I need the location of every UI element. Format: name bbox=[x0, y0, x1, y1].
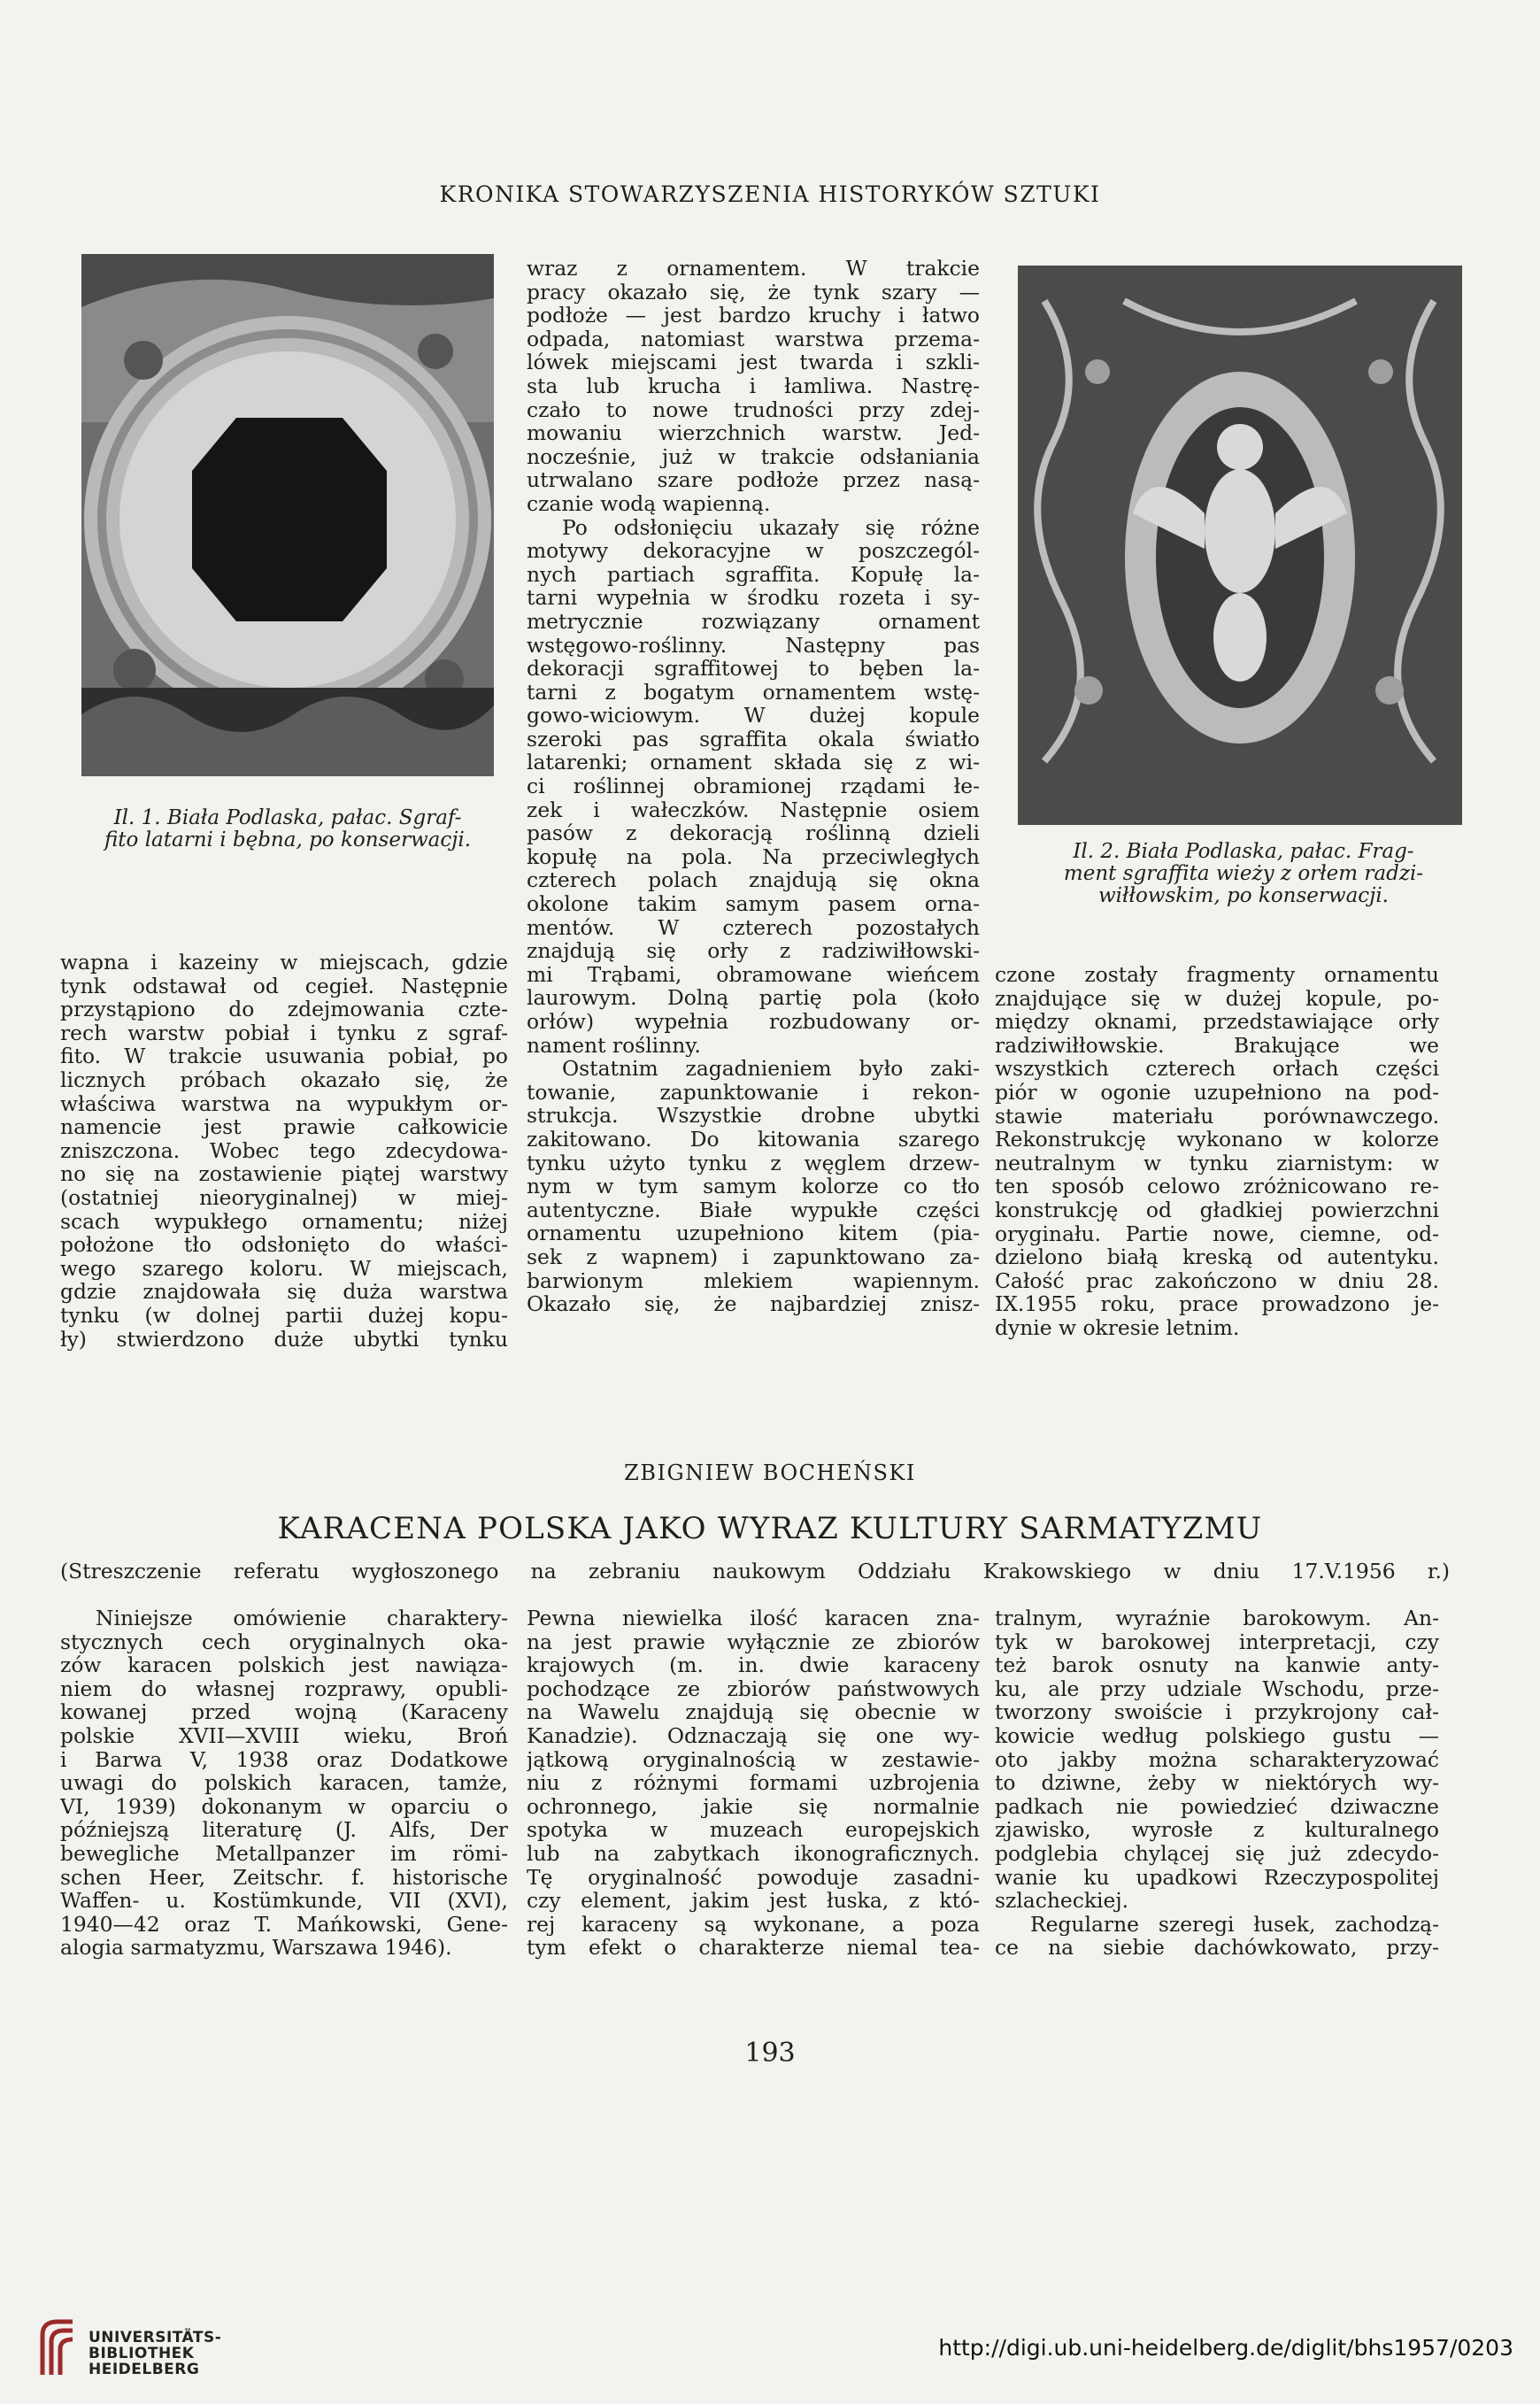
text-line: jątkową oryginalnością w zestawie- bbox=[527, 1747, 980, 1772]
text-line: strukcja. Wszystkie drobne ubytki bbox=[527, 1104, 980, 1128]
figure-1-caption bbox=[35, 807, 540, 851]
text-line: padkach nie powiedzieć dziwaczne bbox=[995, 1794, 1439, 1819]
text-line: oto jakby można scharakteryzować bbox=[995, 1747, 1439, 1772]
text-line: położone tło odsłonięto do właści- bbox=[60, 1233, 508, 1257]
text-line: ce na siebie dachówkowato, przy- bbox=[995, 1936, 1439, 1960]
text-line: też barok osnuty na kanwie anty- bbox=[995, 1653, 1439, 1677]
text-line: nym w tym samym kolorze co tło bbox=[527, 1175, 980, 1198]
text-line: czone zostały fragmenty ornamentu bbox=[995, 963, 1439, 987]
paragraph bbox=[527, 1057, 980, 1316]
text-line: tym efekt o charakterze niemal tea- bbox=[527, 1936, 980, 1960]
paragraph bbox=[995, 1913, 1439, 1960]
text-line: piór w ogonie uzupełniono na pod- bbox=[995, 1080, 1439, 1105]
text-line: ten sposób celowo zróżnicowano re- bbox=[995, 1175, 1439, 1198]
text-line: krajowych (m. in. dwie karaceny bbox=[527, 1653, 980, 1677]
text-line: niu z różnymi formami uzbrojenia bbox=[527, 1771, 980, 1795]
text-line: dzielono białą kreską od autentyku. bbox=[995, 1245, 1439, 1269]
text-line: dynie w okresie letnim. bbox=[995, 1315, 1240, 1340]
text-line: to dziwne, żeby w niektórych wy- bbox=[995, 1771, 1439, 1795]
text-line: 1940—42 oraz T. Mańkowski, Gene- bbox=[60, 1912, 508, 1937]
text-line: neutralnym w tynku ziarnistym: w bbox=[995, 1151, 1439, 1175]
top-column-2 bbox=[527, 257, 980, 1316]
text-line: autentyczne. Białe wypukłe części bbox=[527, 1198, 980, 1222]
text-line: tynk odstawał od cegieł. Następnie bbox=[60, 974, 508, 998]
text-line: (ostatniej nieoryginalnej) w miej- bbox=[60, 1185, 508, 1210]
article-column-1 bbox=[60, 1607, 508, 1960]
text-line: tyk w barokowej interpretacji, czy bbox=[995, 1630, 1439, 1654]
text-line: ku, ale przy udziale Wschodu, prze- bbox=[995, 1676, 1439, 1701]
text-line: gowo-wiciowym. W dużej kopule bbox=[527, 704, 980, 728]
text-line: namencie jest prawie całkowicie bbox=[60, 1115, 508, 1139]
text-line: znajdujące się w dużej kopule, po- bbox=[995, 986, 1439, 1011]
text-line: VI, 1939) dokonanym w oparciu o bbox=[60, 1794, 508, 1819]
text-line: gdzie znajdowała się duża warstwa bbox=[60, 1280, 508, 1304]
text-line: orłów) wypełnia rozbudowany or- bbox=[527, 1010, 980, 1034]
article-subtitle: (Streszczenie referatu wygłoszonego na zebraniu naukowym Oddziału Krakowskiego w dniu 17.V.1956 r.) bbox=[60, 1559, 1450, 1583]
text-line: Całość prac zakończono w dniu 28. bbox=[995, 1268, 1439, 1293]
text-line: czy element, jakim jest łuska, z któ- bbox=[527, 1889, 980, 1913]
figure-2-caption bbox=[991, 841, 1496, 907]
text-line: radziwiłłowskie. Brakujące we bbox=[995, 1033, 1439, 1058]
text-line: ły) stwierdzono duże ubytki tynku bbox=[60, 1327, 508, 1352]
text-line: towanie, zapunktowanie i rekon- bbox=[527, 1080, 980, 1105]
text-line: pasów z dekoracją roślinną dzieli bbox=[527, 821, 980, 845]
sgraffito-lantern-image bbox=[81, 254, 494, 776]
text-line: kopułę na pola. Na przeciwległych bbox=[527, 844, 980, 869]
text-line: lub na zabytkach ikonograficznych. bbox=[527, 1841, 980, 1866]
text-line: Pewna niewielka ilość karacen zna- bbox=[527, 1607, 980, 1630]
text-line: zniszczona. Wobec tego zdecydowa- bbox=[60, 1138, 508, 1163]
text-line: znajdują się orły z radziwiłłowski- bbox=[527, 939, 980, 963]
text-line: zek i wałeczków. Następnie osiem bbox=[527, 797, 980, 822]
text-line: tynku (w dolnej partii dużej kopu- bbox=[60, 1303, 508, 1328]
text-line: kowanej przed wojną (Karaceny bbox=[60, 1700, 508, 1724]
logo-line: HEIDELBERG bbox=[89, 2361, 200, 2378]
library-logo-icon bbox=[35, 2317, 80, 2379]
article-title: KARACENA POLSKA JAKO WYRAZ KULTURY SARMATYZMU bbox=[277, 1511, 1263, 1546]
page-number: 193 bbox=[744, 2038, 796, 2069]
text-line: pracy okazało się, że tynk szary — bbox=[527, 280, 980, 304]
library-logo-text bbox=[89, 2330, 221, 2377]
text-line: szlacheckiej. bbox=[995, 1889, 1129, 1913]
text-line: tarni wypełnia w środku rozeta i sy- bbox=[527, 586, 980, 610]
caption-line: ment sgraffita wieży z orłem radzi- bbox=[1063, 862, 1424, 885]
text-line: szeroki pas sgraffita okala światło bbox=[527, 727, 980, 751]
text-line: czanie wodą wapienną. bbox=[527, 491, 771, 516]
text-line: Tę oryginalność powoduje zasadni- bbox=[527, 1865, 980, 1890]
text-line: między oknami, przedstawiające orły bbox=[995, 1010, 1439, 1034]
text-line: Waffen- u. Kostümkunde, VII (XVI), bbox=[60, 1889, 508, 1913]
logo-line: UNIVERSITÄTS- bbox=[89, 2329, 222, 2346]
text-line: podglebia chylącej się już zdecydo- bbox=[995, 1841, 1439, 1866]
text-line: rech warstw pobiał i tynku z sgraf- bbox=[60, 1021, 508, 1045]
text-line: dekoracji sgraffitowej to bęben la- bbox=[527, 657, 980, 681]
text-line: laurowym. Dolną partię pola (koło bbox=[527, 986, 980, 1010]
running-header: KRONIKA STOWARZYSZENIA HISTORYKÓW SZTUKI bbox=[439, 181, 1101, 207]
text-line: późniejszą literaturę (J. Alfs, Der bbox=[60, 1818, 508, 1842]
text-line: rej karaceny są wykonane, a poza bbox=[527, 1912, 980, 1937]
text-line: Rekonstrukcję wykonano w kolorze bbox=[995, 1128, 1439, 1152]
sgraffito-eagle-image bbox=[1018, 266, 1462, 825]
caption-line: Il. 2. Biała Podlaska, pałac. Frag- bbox=[1073, 840, 1414, 863]
footer bbox=[0, 2301, 1540, 2404]
text-line: Ostatnim zagadnieniem było zaki- bbox=[562, 1057, 980, 1081]
text-line: odpada, natomiast warstwa przema- bbox=[527, 327, 980, 351]
text-line: zakitowano. Do kitowania szarego bbox=[527, 1127, 980, 1152]
text-line: ci roślinnej obramionej rządami łe- bbox=[527, 774, 980, 798]
source-url-link[interactable]: http://digi.ub.uni-heidelberg.de/diglit/bhs1957/0203 bbox=[938, 2335, 1513, 2361]
text-line: tynku użyto tynku z węglem drzew- bbox=[527, 1151, 980, 1175]
text-line: ochronnego, jakie się normalnie bbox=[527, 1794, 980, 1819]
text-line: pochodzące ze zbiorów państwowych bbox=[527, 1676, 980, 1701]
text-line: Regularne szeregi łusek, zachodzą- bbox=[1030, 1912, 1439, 1937]
text-line: oryginału. Partie nowe, ciemne, od- bbox=[995, 1221, 1439, 1246]
text-line: niem do własnej rozprawy, opubli- bbox=[60, 1676, 508, 1701]
text-line: schen Heer, Zeitschr. f. historische bbox=[60, 1865, 508, 1890]
text-line: konstrukcję od gładkiej powierzchni bbox=[995, 1198, 1439, 1222]
text-line: metrycznie rozwiązany ornament bbox=[527, 609, 980, 634]
paragraph bbox=[995, 1607, 1439, 1913]
text-line: sta lub krucha i łamliwa. Nastrę- bbox=[527, 374, 980, 398]
text-line: wapna i kazeiny w miejscach, gdzie bbox=[60, 951, 508, 975]
text-line: spotyka w muzeach europejskich bbox=[527, 1818, 980, 1842]
paragraph bbox=[527, 516, 980, 1058]
text-line: stycznych cech oryginalnych oka- bbox=[60, 1630, 508, 1654]
text-line: zjawisko, wyrosłe z kulturalnego bbox=[995, 1818, 1439, 1842]
text-line: no się na zostawienie piątej warstwy bbox=[60, 1162, 508, 1186]
text-line: wszystkich czterech orłach części bbox=[995, 1057, 1439, 1081]
text-line: tarni z bogatym ornamentem wstę- bbox=[527, 680, 980, 705]
text-line: okolone takim samym pasem orna- bbox=[527, 892, 980, 916]
top-column-1 bbox=[60, 951, 508, 1351]
text-line: lówek miejscami jest twarda i szkli- bbox=[527, 351, 980, 374]
text-line: nament roślinny. bbox=[527, 1033, 701, 1058]
text-line: uwagi do polskich karacen, tamże, bbox=[60, 1771, 508, 1795]
text-line: licznych próbach okazało się, że bbox=[60, 1067, 508, 1092]
text-line: i Barwa V, 1938 oraz Dodatkowe bbox=[60, 1747, 508, 1772]
text-line: bewegliche Metallpanzer im römi- bbox=[60, 1841, 508, 1866]
article-author: ZBIGNIEW BOCHEŃSKI bbox=[624, 1460, 916, 1485]
text-line: przystąpiono do zdejmowania czte- bbox=[60, 998, 508, 1021]
text-line: wstęgowo-roślinny. Następny pas bbox=[527, 633, 980, 658]
text-line: właściwa warstwa na wypukłym or- bbox=[60, 1091, 508, 1116]
text-line: fito. W trakcie usuwania pobiał, po bbox=[60, 1044, 508, 1068]
caption-line: fito latarni i bębna, po konserwacji. bbox=[104, 828, 472, 851]
text-line: latarenki; ornament składa się z wi- bbox=[527, 751, 980, 775]
text-line: mentów. W czterech pozostałych bbox=[527, 915, 980, 940]
paragraph bbox=[527, 257, 980, 516]
top-column-3 bbox=[995, 963, 1439, 1340]
article-column-2 bbox=[527, 1607, 980, 1960]
caption-line: Il. 1. Biała Podlaska, pałac. Sgraf- bbox=[113, 806, 462, 829]
figure-2-image bbox=[1018, 266, 1462, 825]
text-line: Po odsłonięciu ukazały się różne bbox=[562, 515, 980, 540]
text-line: polskie XVII—XVIII wieku, Broń bbox=[60, 1723, 508, 1748]
text-line: Kanadzie). Odznaczają się one wy- bbox=[527, 1723, 980, 1748]
text-line: motywy dekoracyjne w poszczegól- bbox=[527, 539, 980, 563]
text-line: sek z wapnem) i zapunktowano za- bbox=[527, 1244, 980, 1269]
text-line: na jest prawie wyłącznie ze zbiorów bbox=[527, 1630, 980, 1654]
article-column-3 bbox=[995, 1607, 1439, 1960]
text-line: wraz z ornamentem. W trakcie bbox=[527, 257, 980, 281]
text-line: scach wypukłego ornamentu; niżej bbox=[60, 1209, 508, 1234]
text-line: wego szarego koloru. W miejscach, bbox=[60, 1256, 508, 1281]
text-line: na Wawelu znajdują się obecnie w bbox=[527, 1700, 980, 1724]
text-line: ornamentu uzupełniono kitem (pia- bbox=[527, 1221, 980, 1245]
text-line: kowicie według polskiego gustu — bbox=[995, 1723, 1439, 1748]
text-line: mi Trąbami, obramowane wieńcem bbox=[527, 962, 980, 987]
text-line: tworzony swoiście i przykrojony cał- bbox=[995, 1700, 1439, 1724]
text-line: barwionym mlekiem wapiennym. bbox=[527, 1268, 980, 1293]
text-line: alogia sarmatyzmu, Warszawa 1946). bbox=[60, 1936, 452, 1960]
caption-line: wiłłowskim, po konserwacji. bbox=[1098, 884, 1389, 907]
text-line: IX.1955 roku, prace prowadzono je- bbox=[995, 1292, 1439, 1316]
text-line: Niniejsze omówienie charaktery- bbox=[96, 1607, 508, 1630]
text-line: tralnym, wyraźnie barokowym. An- bbox=[995, 1607, 1439, 1630]
text-line: czało to nowe trudności przy zdej- bbox=[527, 397, 980, 422]
text-line: mowaniu wierzchnich warstw. Jed- bbox=[527, 421, 980, 445]
text-line: Okazało się, że najbardziej znisz- bbox=[527, 1292, 980, 1316]
text-line: stawie materiału porównawczego. bbox=[995, 1104, 1439, 1129]
text-line: nocześnie, już w trakcie odsłaniania bbox=[527, 444, 980, 469]
text-line: zów karacen polskich jest nawiąza- bbox=[60, 1653, 508, 1677]
text-line: podłoże — jest bardzo kruchy i łatwo bbox=[527, 304, 980, 327]
logo-line: BIBLIOTHEK bbox=[89, 2345, 195, 2362]
text-line: wanie ku upadkowi Rzeczypospolitej bbox=[995, 1865, 1439, 1890]
text-line: czterech polach znajdują się okna bbox=[527, 868, 980, 893]
text-line: nych partiach sgraffita. Kopułę la- bbox=[527, 562, 980, 587]
figure-1-image bbox=[81, 254, 494, 776]
text-line: utrwalano szare podłoże przez nasą- bbox=[527, 468, 980, 492]
